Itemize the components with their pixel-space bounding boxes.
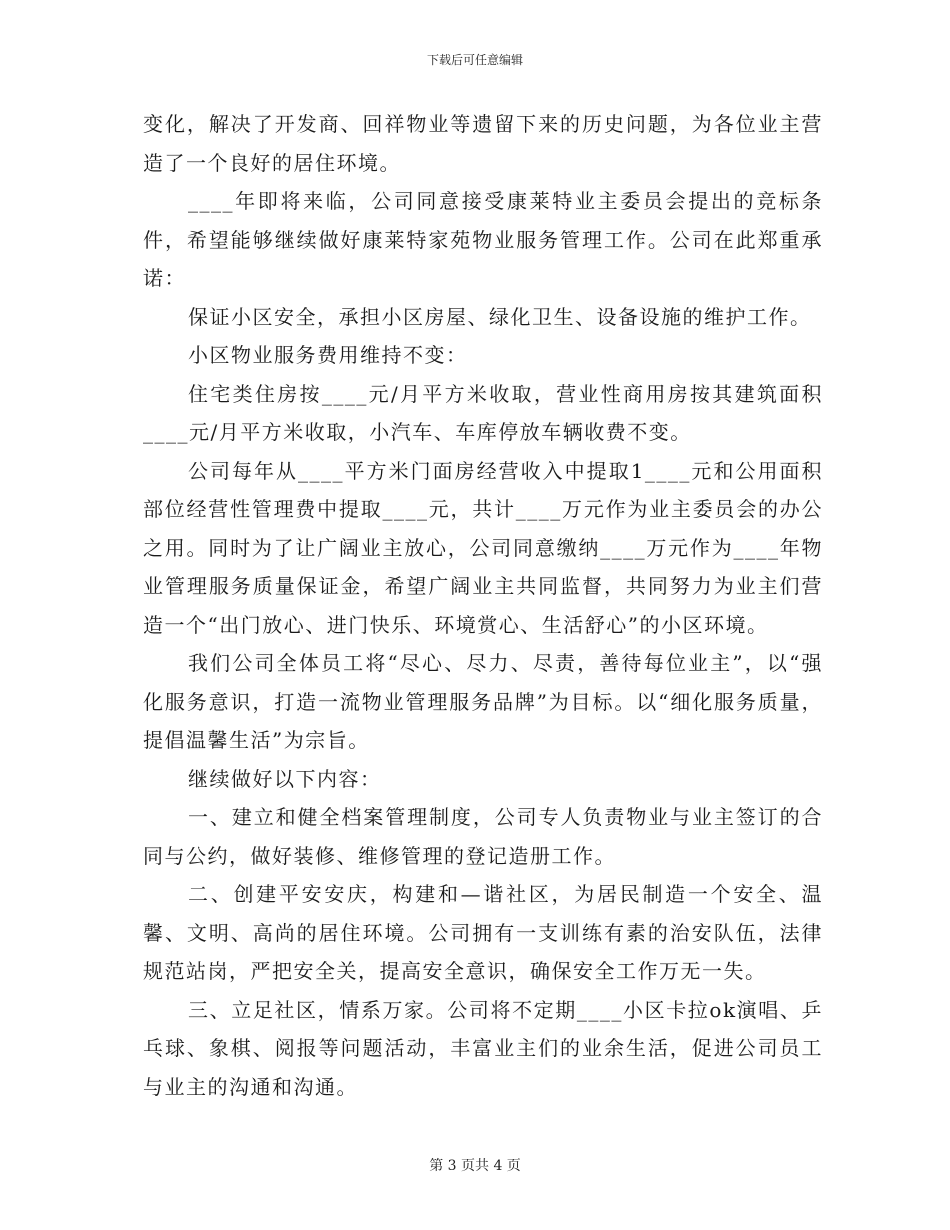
paragraph: 我们公司全体员工将“尽心、尽力、尽责，善待每位业主”，以“强化服务意识，打造一流物业管理服务品牌”为目标。以“细化服务质量，提倡温馨生活”为宗旨。 (143, 651, 823, 752)
paragraph: 继续做好以下内容： (188, 766, 382, 791)
page-footer: 第 3 页共 4 页 (429, 1158, 521, 1174)
paragraph: ____年即将来临，公司同意接受康莱特业主委员会提出的竞标条件，希望能够继续做好康莱特家苑物业服务管理工作。公司在此郑重承诺： (143, 189, 823, 290)
page-header: 下载后可任意编辑 (426, 53, 523, 67)
paragraph: 保证小区安全，承担小区房屋、绿化卫生、设备设施的维护工作。 (188, 304, 812, 329)
paragraph: 公司每年从____平方米门面房经营收入中提取1____元和公用面积部位经营性管理费中提取____元，共计____万元作为业主委员会的办公之用。同时为了让广阔业主放心，公司同意缴纳____万元作为____年物业管理服务质量保证金，希望广阔业主共同监督，共同努力为业主们营造一个“出门放心、进门快乐、环境赏心、生活舒心”的小区环境。 (143, 458, 823, 637)
paragraph: 变化，解决了开发商、回祥物业等遗留下来的历史问题，为各位业主营造了一个良好的居住环境。 (143, 112, 823, 175)
document-body (143, 105, 823, 1106)
paragraph: 住宅类住房按____元/月平方米收取，营业性商用房按其建筑面积____元/月平方米收取，小汽车、车库停放车辆收费不变。 (143, 381, 823, 444)
paragraph: 一、建立和健全档案管理制度，公司专人负责物业与业主签订的合同与公约，做好装修、维修管理的登记造册工作。 (143, 805, 823, 868)
paragraph: 二、创建平安安庆，构建和—谐社区，为居民制造一个安全、温馨、文明、高尚的居住环境。公司拥有一支训练有素的治安队伍，法律规范站岗，严把安全关，提高安全意识，确保安全工作万无一失。 (143, 882, 823, 983)
paragraph: 三、立足社区，情系万家。公司将不定期____小区卡拉ok演唱、乒乓球、象棋、阅报等问题活动，丰富业主们的业余生活，促进公司员工与业主的沟通和沟通。 (143, 997, 823, 1099)
paragraph: 小区物业服务费用维持不变： (188, 343, 468, 367)
